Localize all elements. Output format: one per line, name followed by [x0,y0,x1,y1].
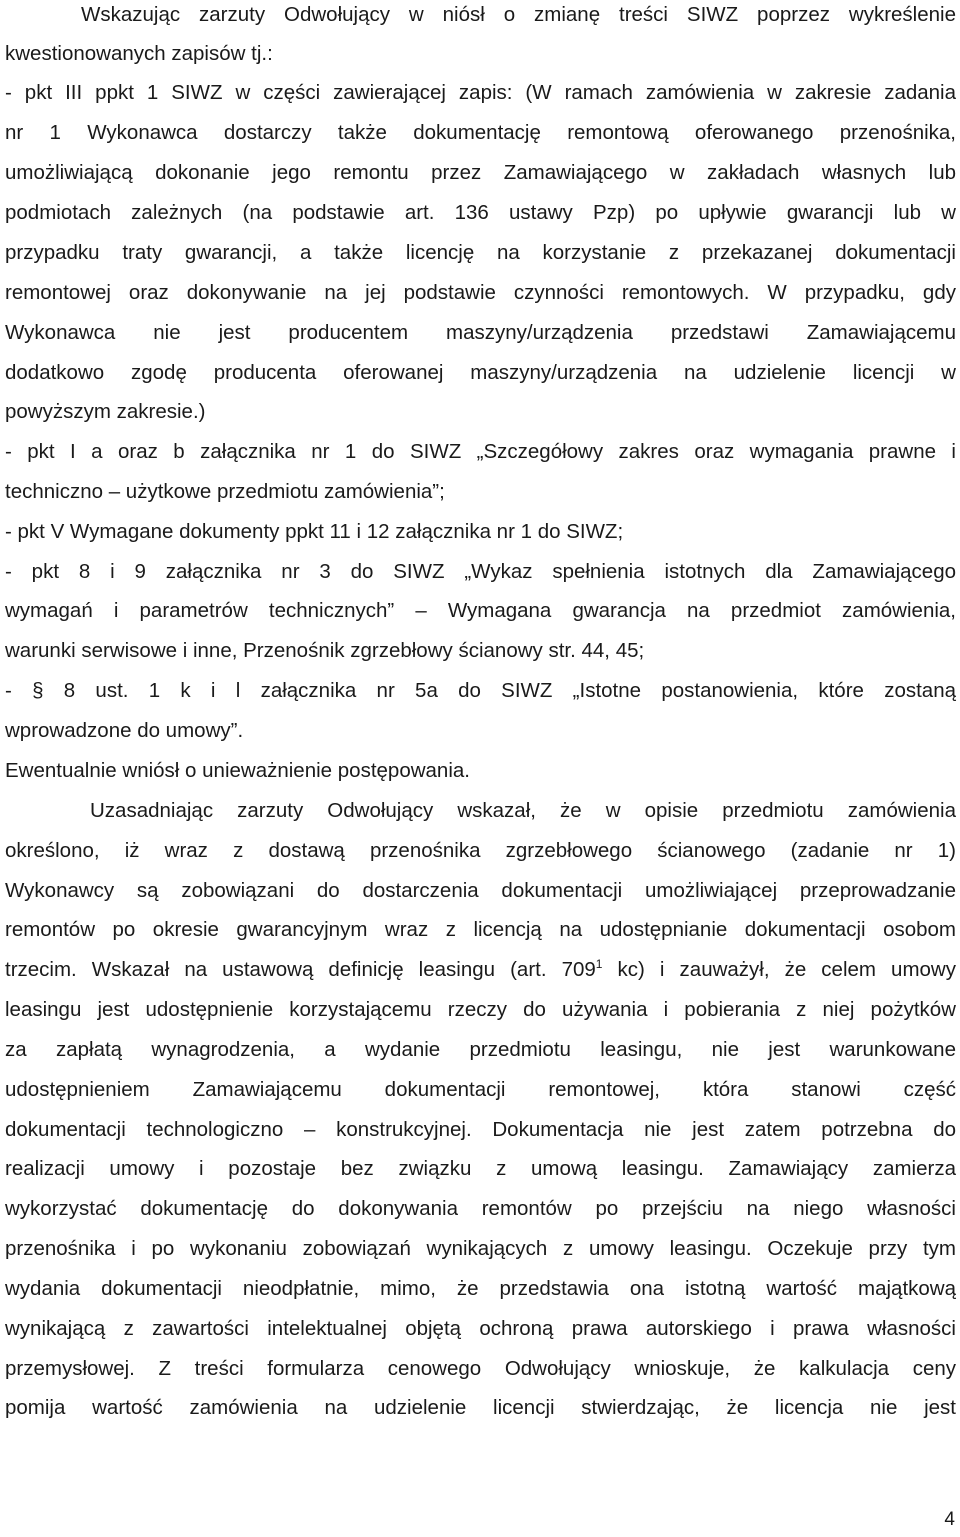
text-line: remontów po okresie gwarancyjnym wraz z licencją na udostępnianie dokumentacji osobom [5,918,956,941]
text-line: realizacji umowy i pozostaje bez związku z umową leasingu. Zamawiający zamierza [5,1157,956,1180]
text-line: - pkt I a oraz b załącznika nr 1 do SIWZ „Szczegółowy zakres oraz wymagania prawne i [5,440,956,463]
text-line: techniczno – użytkowe przedmiotu zamówienia”; [5,480,445,503]
text-line: za zapłatą wynagrodzenia, a wydanie przedmiotu leasingu, nie jest warunkowane [5,1038,956,1061]
text-line: Uzasadniając zarzuty Odwołujący wskazał, że w opisie przedmiotu zamówienia [90,799,956,822]
page-number: 4 [944,1509,955,1530]
text-line: przemysłowej. Z treści formularza cenowego Odwołujący wnioskuje, że kalkulacja ceny [5,1357,956,1380]
text-line: podmiotach zależnych (na podstawie art. 136 ustawy Pzp) po upływie gwarancji lub w [5,201,956,224]
text-line: wprowadzone do umowy”. [5,719,244,742]
text-segment: trzecim. Wskazał na ustawową definicję leasingu (art. 709 [5,958,596,981]
text-line-with-footnote [5,955,956,985]
text-line: Wskazując zarzuty Odwołujący w niósł o zmianę treści SIWZ poprzez wykreślenie [81,3,956,26]
text-line: pomija wartość zamówienia na udzielenie licencji stwierdzając, że licencja nie jest [5,1396,956,1419]
text-line: wydania dokumentacji nieodpłatnie, mimo, że przedstawia ona istotną wartość majątkową [5,1277,956,1300]
text-line: powyższym zakresie.) [5,400,206,423]
text-line: przypadku traty gwarancji, a także licencję na korzystanie z przekazanej dokumentacji [5,241,956,264]
footnote-marker: 1 [595,957,603,972]
text-line: udostępnieniem Zamawiającemu dokumentacji remontowej, która stanowi część [5,1078,956,1101]
text-line: Ewentualnie wniósł o unieważnienie postępowania. [5,759,470,782]
text-line: dokumentacji technologiczno – konstrukcyjnej. Dokumentacja nie jest zatem potrzebna do [5,1118,956,1141]
text-line: - pkt III ppkt 1 SIWZ w części zawierającej zapis: (W ramach zamówienia w zakresie zadania [5,81,956,104]
text-line: umożliwiającą dokonanie jego remontu przez Zamawiającego w zakładach własnych lub [5,161,956,184]
text-line: wymagań i parametrów technicznych” – Wymagana gwarancja na przedmiot zamówienia, [5,599,956,622]
text-line: kwestionowanych zapisów tj.: [5,42,273,65]
text-line: warunki serwisowe i inne, Przenośnik zgrzebłowy ścianowy str. 44, 45; [5,639,645,662]
text-line: Wykonawca nie jest producentem maszyny/urządzenia przedstawi Zamawiającemu [5,321,956,344]
text-line: przenośnika i po wykonaniu zobowiązań wynikających z umowy leasingu. Oczekuje przy tym [5,1237,956,1260]
text-line: wykorzystać dokumentację do dokonywania remontów po przejściu na niego własności [5,1197,956,1220]
text-line: nr 1 Wykonawca dostarczy także dokumentację remontową oferowanego przenośnika, [5,121,956,144]
text-line: leasingu jest udostępnienie korzystającemu rzeczy do używania i pobierania z niej pożytków [5,998,956,1021]
text-line: - pkt V Wymagane dokumenty ppkt 11 i 12 załącznika nr 1 do SIWZ; [5,520,624,543]
text-segment: kc) i zauważył, że celem umowy [602,958,956,981]
text-line: remontowej oraz dokonywanie na jej podstawie czynności remontowych. W przypadku, gdy [5,281,956,304]
text-line: wynikającą z zawartości intelektualnej objętą ochroną prawa autorskiego i prawa własności [5,1317,956,1340]
text-line: określono, iż wraz z dostawą przenośnika zgrzebłowego ścianowego (zadanie nr 1) [5,839,956,862]
text-line: - § 8 ust. 1 k i l załącznika nr 5a do SIWZ „Istotne postanowienia, które zostaną [5,679,956,702]
text-line: dodatkowo zgodę producenta oferowanej maszyny/urządzenia na udzielenie licencji w [5,361,956,384]
text-line: - pkt 8 i 9 załącznika nr 3 do SIWZ „Wykaz spełnienia istotnych dla Zamawiającego [5,560,956,583]
text-line: Wykonawcy są zobowiązani do dostarczenia dokumentacji umożliwiającej przeprowadzanie [5,879,956,902]
